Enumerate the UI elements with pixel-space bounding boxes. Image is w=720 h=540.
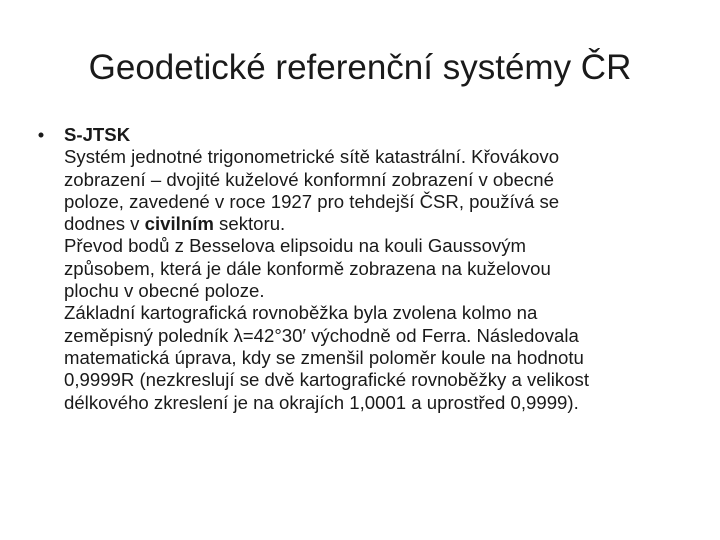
bullet-icon: • [37,124,45,145]
emphasis-civilni: civilním [144,213,214,235]
text-line [64,213,700,235]
text-line: poloze, zavedené v roce 1927 pro tehdejší ČSR, používá se [64,190,560,212]
paragraph-system-description [64,146,700,235]
text-line: zeměpisný poledník λ=42°30′ východně od Ferra. Následovala [64,324,579,346]
slide-title: Geodetické referenční systémy ČR [88,48,632,87]
text-fragment: dodnes v [64,213,145,235]
slide-content [36,124,700,414]
text-line: Převod bodů z Besselova elipsoidu na kouli Gaussovým [64,235,527,257]
bullet-item [36,124,700,414]
text-line: délkového zkreslení je na okrajích 1,0001 a uprostřed 0,9999). [64,391,579,413]
text-line: Základní kartografická rovnoběžka byla zvolena kolmo na [64,302,538,324]
paragraph-transformation [64,235,700,302]
text-line: způsobem, která je dále konformě zobrazena na kuželovou [64,257,551,279]
text-line: zobrazení – dvojité kuželové konformní zobrazení v obecné [64,168,554,190]
text-line: 0,9999R (nezkreslují se dvě kartografické rovnoběžky a velikost [64,369,590,391]
item-heading: S-JTSK [64,124,131,145]
paragraph-parallel [64,302,700,413]
text-line: matematická úprava, kdy se zmenšil poloměr koule na hodnotu [64,346,584,368]
text-line: Systém jednotné trigonometrické sítě katastrální. Křovákovo [64,146,560,168]
text-fragment: sektoru. [213,213,286,235]
text-line: plochu v obecné poloze. [64,280,265,302]
bullet-body [64,124,700,414]
